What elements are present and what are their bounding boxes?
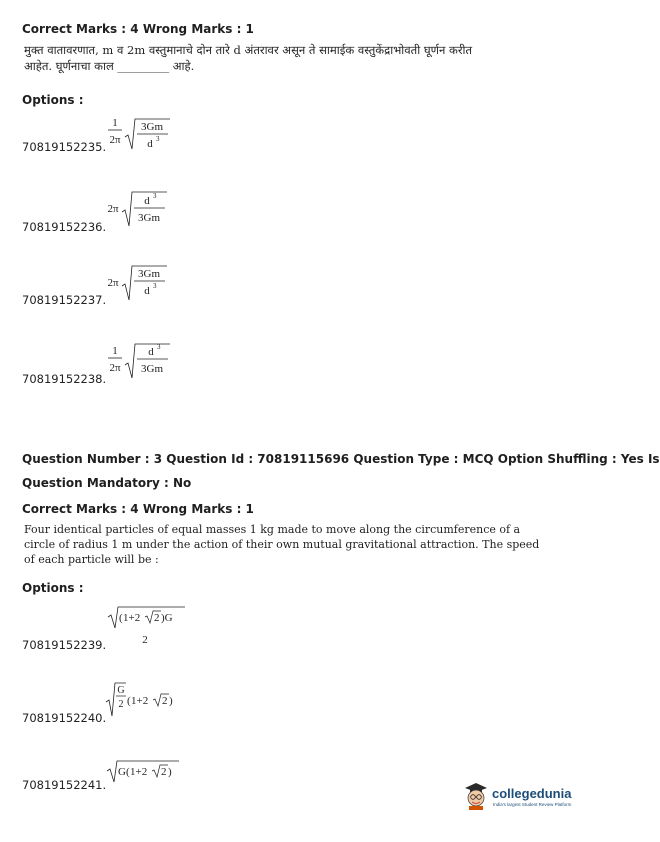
paren-open: ( [126, 766, 130, 778]
denominator: 3Gm [141, 363, 163, 375]
paren-close: ) [169, 695, 173, 707]
mascot-icon [462, 780, 490, 810]
option-formula[interactable] [105, 188, 180, 235]
exponent: 3 [156, 135, 160, 143]
option-formula[interactable] [105, 604, 190, 655]
q2-options-label: Options : [22, 93, 84, 107]
q3-question-text [24, 522, 564, 567]
coefficient: 2π [107, 203, 119, 215]
numerator: G [117, 685, 125, 696]
paren-close: ) [168, 766, 172, 778]
numerator: d [144, 195, 150, 207]
sum-text: 1+2 [131, 695, 149, 707]
q3-question-line-1: Four identical particles of equal masses 1 kg made to move along the circumference of a [24, 523, 521, 536]
paren-open: ( [119, 612, 123, 624]
denominator: 2 [142, 634, 148, 646]
option-formula[interactable] [105, 758, 190, 793]
option-id[interactable]: 70819152240. [22, 711, 107, 725]
paren-g: )G [161, 612, 173, 624]
q2-question-line-1: मुक्त वातावरणात, m व 2m वस्तुमानाचे दोन तारे d अंतरावर असून ते सामाईक वस्तुकेंद्राभोवती घूर्णन करीत [24, 43, 473, 57]
q2-question-line-2: आहेत. घूर्णनाचा काल _________ आहे. [24, 59, 195, 73]
denominator: d [144, 285, 150, 297]
radicand: 2 [162, 695, 168, 707]
option-formula[interactable] [104, 680, 189, 727]
brand-logo [462, 778, 580, 812]
q3-header-line-2: Question Mandatory : No [22, 476, 192, 490]
option-formula[interactable] [105, 340, 180, 387]
numerator: 1 [112, 345, 118, 357]
radicand: 2 [161, 766, 167, 778]
q3-options-label: Options : [22, 581, 84, 595]
option-formula[interactable] [105, 113, 180, 160]
radicand: 2 [154, 612, 160, 624]
numerator: 1 [112, 117, 118, 129]
numerator: 3Gm [138, 268, 160, 280]
q2-marks: Correct Marks : 4 Wrong Marks : 1 [22, 22, 254, 36]
q3-header-line-1: Question Number : 3 Question Id : 70819115696 Question Type : MCQ Option Shuffling : Yes Is [22, 452, 660, 466]
q3-question-line-2: circle of radius 1 m under the action of their own mutual gravitational attraction. The speed [24, 538, 540, 551]
sum-text: 1+2 [130, 766, 148, 778]
exponent: 3 [157, 343, 161, 351]
option-id[interactable]: 70819152239. [22, 638, 107, 652]
sum-text: 1+2 [123, 612, 141, 624]
denominator: 2 [118, 699, 124, 710]
q3-marks: Correct Marks : 4 Wrong Marks : 1 [22, 502, 254, 516]
brand-tagline: India's largest Student Review Platform [493, 802, 572, 807]
brand-name: collegedunia [492, 786, 572, 801]
numerator: d [148, 346, 154, 358]
option-id[interactable]: 70819152237. [22, 293, 107, 307]
denominator: 3Gm [138, 212, 160, 224]
denominator: 2π [109, 134, 121, 146]
option-id[interactable]: 70819152241. [22, 778, 107, 792]
numerator: 3Gm [141, 121, 163, 133]
exponent: 3 [153, 192, 157, 200]
option-id[interactable]: 70819152238. [22, 372, 107, 386]
q2-question-text [24, 42, 564, 74]
option-id[interactable]: 70819152236. [22, 220, 107, 234]
coefficient: 2π [107, 277, 119, 289]
option-formula[interactable] [105, 262, 180, 309]
denominator: 2π [109, 362, 121, 374]
option-id[interactable]: 70819152235. [22, 140, 107, 154]
denominator: d [147, 138, 153, 150]
g-symbol: G [118, 766, 126, 778]
exponent: 3 [153, 282, 157, 290]
q3-question-line-3: of each particle will be : [24, 553, 159, 566]
paren-open: ( [127, 695, 131, 707]
